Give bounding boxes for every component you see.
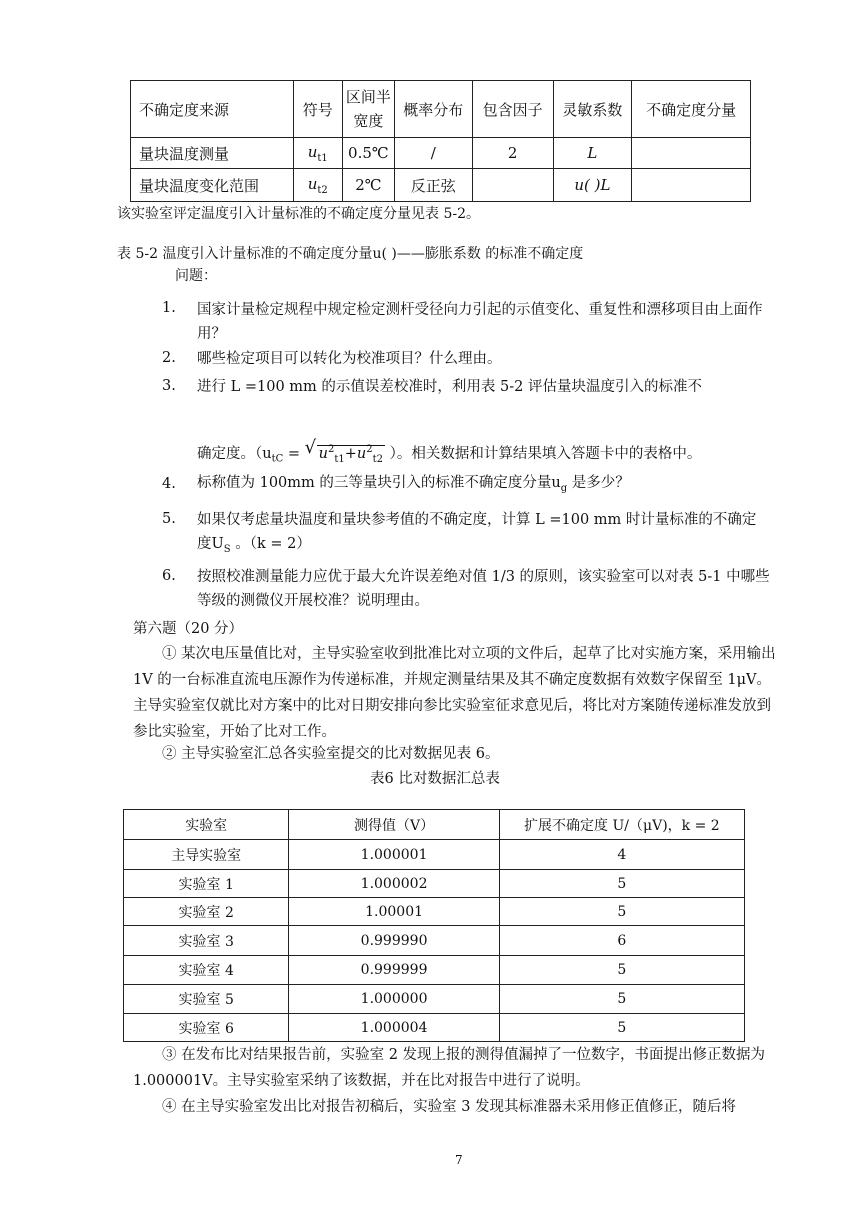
table-caption: 表6 比对数据汇总表: [370, 771, 500, 787]
question-item: 哪些检定项目可以转化为校准项目？什么理由。: [197, 351, 502, 367]
table-cell: 5: [499, 898, 744, 926]
table-header-cell: 扩展不确定度 U/（μV)，k = 2: [499, 810, 744, 840]
table-cell: 5: [499, 870, 744, 898]
questions-label: 问题：: [175, 268, 217, 284]
table-row: [124, 985, 745, 1014]
list-number: 4.: [162, 476, 176, 492]
table-cell: 1.000001: [289, 840, 499, 870]
table-cell: 主导实验室: [124, 840, 289, 870]
table-cell: 4: [499, 840, 744, 870]
paragraph: 该实验室评定温度引入计量标准的不确定度分量见表 5-2。: [117, 206, 480, 222]
question-item: 如果仅考虑量块温度和量块参考值的不确定度，计算 L =100 mm 时计量标准的不确定: [197, 512, 757, 528]
table-cell: 2℃: [342, 169, 394, 202]
table-header-cell: 概率分布: [394, 81, 472, 138]
question-item: 国家计量检定规程中规定检定测杆受径向力引起的示值变化、重复性和漂移项目由上面作用？: [197, 302, 763, 342]
uncertainty-table: [130, 80, 751, 202]
list-number: 5.: [162, 511, 176, 527]
comparison-table: [123, 809, 745, 1042]
table-cell: 实验室 3: [124, 926, 289, 956]
table-row: [124, 956, 745, 985]
table-cell: 量块温度测量: [131, 138, 294, 169]
table-cell: $u_{t2}$: [293, 169, 342, 202]
paragraph: ① 某次电压量值比对，主导实验室收到批准比对立项的文件后，起草了比对实施方案，采用输出 1V 的一台标准直流电压源作为传递标准，并规定测量结果及其不确定度数据有效数字保留至 1μV。主导实验室仅就比对方案中的比对日期安排向参比实验室征求意见后，将比对方案随传递标准发放到参比实验室，开始了比对工作。: [133, 646, 776, 740]
question-item-cont: 度$U_S$ 。（k = 2）: [197, 536, 311, 555]
page-number: 7: [455, 1153, 463, 1167]
table-cell: /: [394, 138, 472, 169]
table-row: [124, 898, 745, 926]
list-number: 1.: [162, 300, 176, 316]
table-row: [124, 870, 745, 898]
table-row: [131, 169, 751, 202]
table-cell: 量块温度变化范围: [131, 169, 294, 202]
table-header-cell: 实验室: [124, 810, 289, 840]
table-cell: u( )L: [553, 169, 632, 202]
table-header-cell: 不确定度分量: [632, 81, 751, 138]
table-cell: 5: [499, 985, 744, 1014]
table-cell: [472, 169, 553, 202]
table-cell: $u_{t1}$: [293, 138, 342, 169]
table-cell: 实验室 1: [124, 870, 289, 898]
table-cell: 0.999990: [289, 926, 499, 956]
table-cell: 1.000004: [289, 1014, 499, 1042]
table-cell: 1.000000: [289, 985, 499, 1014]
table-cell: [632, 138, 751, 169]
question-item: 进行 L =100 mm 的示值误差校准时，利用表 5-2 评估量块温度引入的标准不: [197, 379, 702, 395]
table-header-cell: 区间半 宽度: [342, 81, 394, 138]
question-item: 按照校准测量能力应优于最大允许误差绝对值 1/3 的原则，该实验室可以对表 5-1 中哪些等级的测微仪开展校准？说明理由。: [197, 569, 770, 609]
table-header-cell: 不确定度来源: [131, 81, 294, 138]
question-item: 标称值为 100mm 的三等量块引入的标准不确定度分量$u_g$ 是多少？: [197, 475, 630, 494]
list-number: 2.: [162, 350, 176, 366]
table-header-cell: 测得值（V）: [289, 810, 499, 840]
table-row: [124, 926, 745, 956]
table-cell: 实验室 4: [124, 956, 289, 985]
list-number: 6.: [162, 568, 176, 584]
table-cell: 5: [499, 956, 744, 985]
paragraph: ② 主导实验室汇总各实验室提交的比对数据见表 6。: [162, 746, 500, 762]
table-row: [131, 138, 751, 169]
table-header-cell: 包含因子: [472, 81, 553, 138]
table-cell: L: [553, 138, 632, 169]
table-header-row: [131, 81, 751, 138]
paragraph: ④ 在主导实验室发出比对报告初稿后，实验室 3 发现其标准器未采用修正值修正，随后将: [162, 1099, 737, 1115]
table-cell: 6: [499, 926, 744, 956]
table-header-row: [124, 810, 745, 840]
table-cell: 0.999999: [289, 956, 499, 985]
paragraph: ③ 在发布比对结果报告前，实验室 2 发现上报的测得值漏掉了一位数字，书面提出修正数据为 1.000001V。主导实验室采纳了该数据，并在比对报告中进行了说明。: [133, 1047, 766, 1089]
list-number: 3.: [162, 378, 176, 394]
table-cell: 0.5℃: [342, 138, 394, 169]
table-caption: 表 5-2 温度引入计量标准的不确定度分量u( )——膨胀系数 的标准不确定度: [117, 246, 584, 262]
question-item-cont: 确定度。（$u_{tC}$ = √ $u^2_{t1}+u^2_{t2}$ ）。相关数据和计算结果填入答题卡中的表格中。: [197, 440, 701, 470]
table-cell: 实验室 6: [124, 1014, 289, 1042]
table-cell: 实验室 2: [124, 898, 289, 926]
table-header-cell: 符号: [293, 81, 342, 138]
table-cell: 1.000002: [289, 870, 499, 898]
table-cell: 2: [472, 138, 553, 169]
table-cell: 实验室 5: [124, 985, 289, 1014]
table-cell: [632, 169, 751, 202]
table-cell: 5: [499, 1014, 744, 1042]
table-cell: 1.00001: [289, 898, 499, 926]
sqrt-formula: √ $u^2_{t1}+u^2_{t2}$: [305, 440, 385, 470]
table-row: [124, 1014, 745, 1042]
section-title: 第六题（20 分）: [133, 621, 244, 637]
table-cell: 反正弦: [394, 169, 472, 202]
table-row: [124, 840, 745, 870]
table-header-cell: 灵敏系数: [553, 81, 632, 138]
